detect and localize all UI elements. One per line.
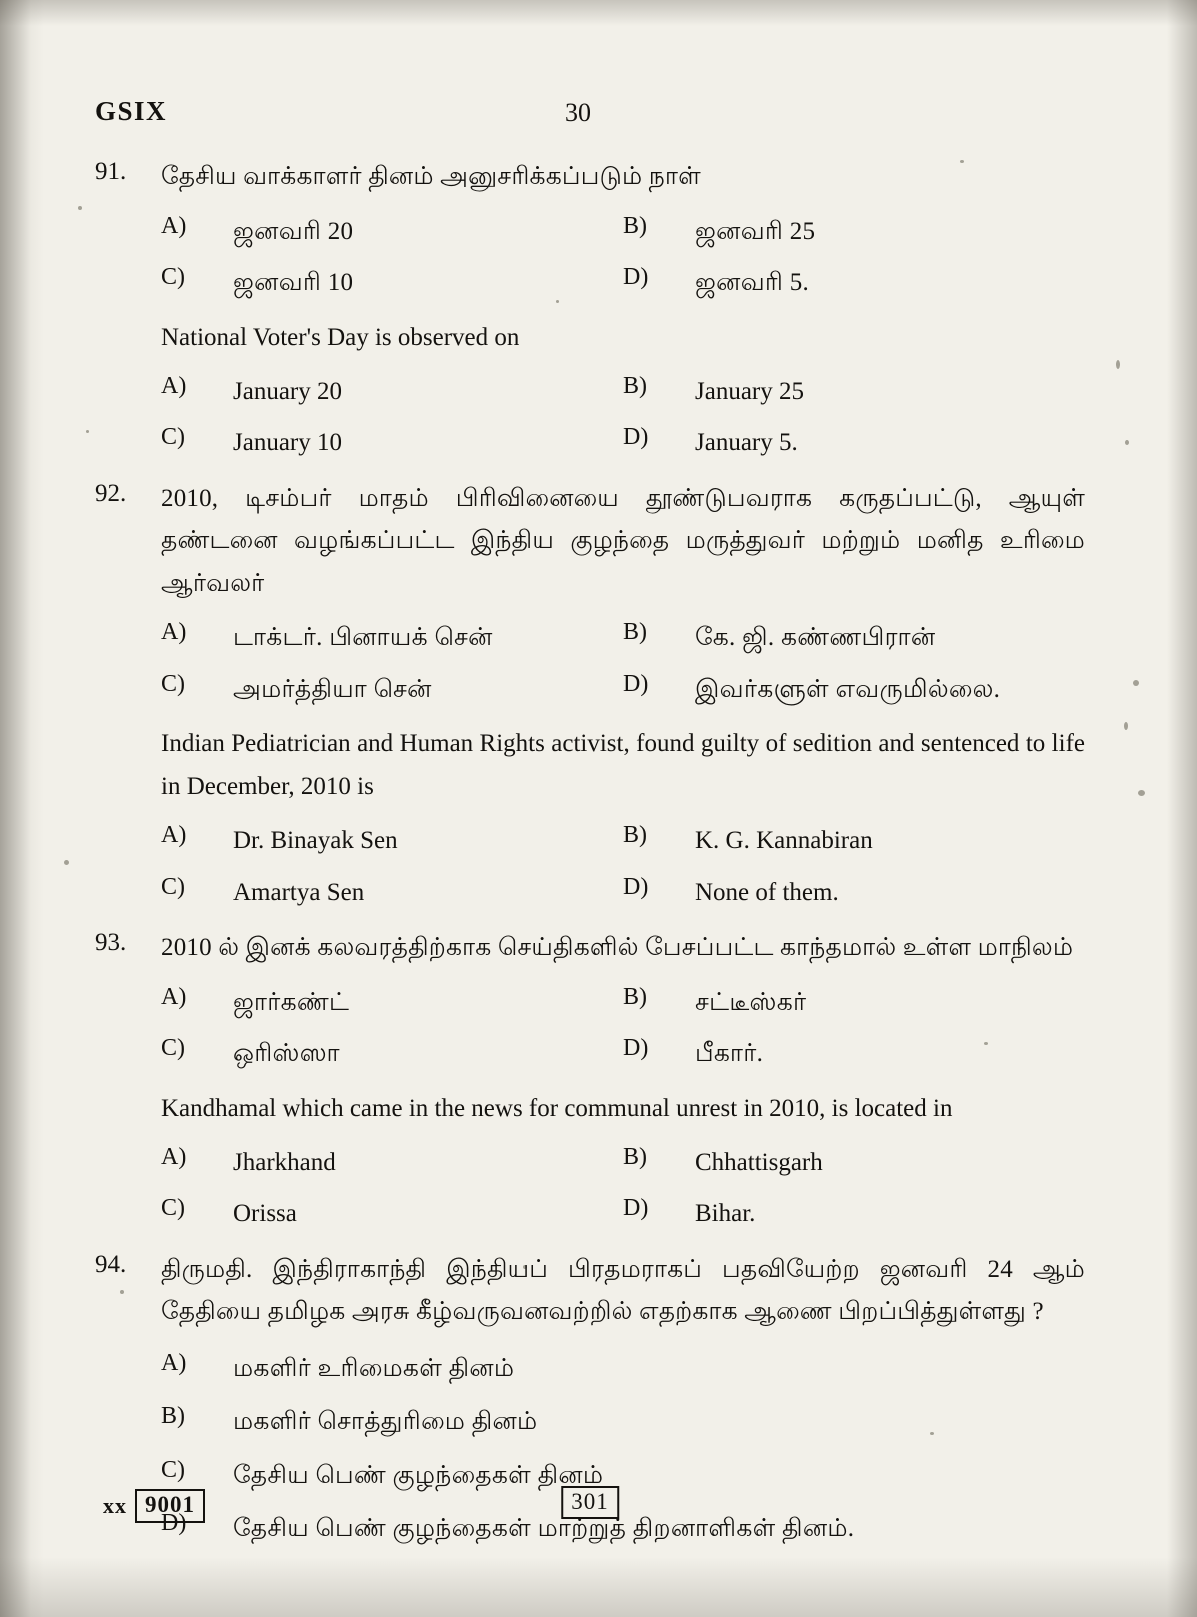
option-letter: B) xyxy=(161,1403,185,1429)
option-letter: D) xyxy=(161,1510,187,1536)
question-stem-tamil: 2010, டிசம்பர் மாதம் பிரிவினையை தூண்டுபவராக கருதப்பட்டு, ஆயுள் தண்டனை வழங்கப்பட்ட இந்திய குழந்தை மருத்துவர் மற்றும் மனித உரிமை ஆர்வலர் xyxy=(161,484,1085,597)
option-letter: D) xyxy=(623,670,649,697)
option-text: சட்டீஸ்கர் xyxy=(695,988,807,1016)
option-letter: B) xyxy=(623,1143,647,1170)
option-text: மகளிர் உரிமைகள் தினம் xyxy=(233,1354,515,1382)
option-text: ஜார்கண்ட் xyxy=(233,988,350,1016)
option-d[interactable] xyxy=(623,671,1085,709)
question-number: 93. xyxy=(95,929,127,956)
question-number: 92. xyxy=(95,479,127,507)
option-letter: B) xyxy=(623,212,647,239)
options-tamil xyxy=(161,213,1085,302)
option-letter: C) xyxy=(161,1456,185,1483)
option-b[interactable] xyxy=(161,1403,1085,1441)
options-tamil xyxy=(161,984,1085,1073)
question-stem-tamil: திருமதி. இந்திராகாந்தி இந்தியப் பிரதமராகப் பதவியேற்ற ஜனவரி 24 ஆம் தேதியை தமிழக அரசு கீழ்வருவனவற்றில் எதற்காக ஆணை பிறப்பித்துள்ளது ? xyxy=(161,1255,1085,1325)
option-d[interactable] xyxy=(623,264,1085,302)
option-text: Bihar. xyxy=(695,1200,756,1227)
page-number-top: 30 xyxy=(565,98,591,127)
option-b[interactable] xyxy=(623,1144,1085,1182)
option-text: January 5. xyxy=(695,429,798,456)
footer-form-code: 9001 xyxy=(135,1489,205,1523)
option-letter: C) xyxy=(161,670,185,697)
option-text: January 20 xyxy=(233,377,342,405)
scan-edge-shadow-right xyxy=(1167,0,1197,1617)
option-b[interactable] xyxy=(623,984,1085,1022)
option-text: January 25 xyxy=(695,377,804,405)
option-c[interactable] xyxy=(161,264,623,302)
option-text: தேசிய பெண் குழந்தைகள் தினம் xyxy=(233,1461,604,1489)
option-a[interactable] xyxy=(161,822,623,860)
option-text: பீகார். xyxy=(695,1040,764,1067)
option-letter: D) xyxy=(623,1195,649,1221)
option-text: Jharkhand xyxy=(233,1148,336,1176)
footer-left xyxy=(103,1489,205,1523)
option-letter: C) xyxy=(161,424,185,450)
option-letter: A) xyxy=(161,212,187,239)
option-letter: D) xyxy=(623,873,649,900)
option-a[interactable] xyxy=(161,984,623,1022)
option-letter: C) xyxy=(161,264,185,290)
question-stem-english: National Voter's Day is observed on xyxy=(161,323,520,351)
question-block-91 xyxy=(95,156,1085,462)
option-text: ஜனவரி 20 xyxy=(233,217,354,245)
option-letter: A) xyxy=(161,822,187,848)
option-text: Dr. Binayak Sen xyxy=(233,827,398,854)
options-english xyxy=(161,1144,1085,1233)
question-stem-english: Indian Pediatrician and Human Rights activist, found guilty of sedition and sentenced to life in December, 2010 is xyxy=(161,730,1085,800)
question-block-92 xyxy=(95,478,1085,912)
option-letter: B) xyxy=(623,372,647,399)
option-letter: B) xyxy=(623,619,647,645)
question-stem-english: Kandhamal which came in the news for communal unrest in 2010, is located in xyxy=(161,1094,953,1122)
option-letter: A) xyxy=(161,1349,187,1376)
footer-page-code: 301 xyxy=(561,1486,619,1519)
option-letter: C) xyxy=(161,1195,185,1221)
question-stem-tamil: தேசிய வாக்காளர் தினம் அனுசரிக்கப்படும் நாள் xyxy=(161,163,701,190)
option-text: தேசிய பெண் குழந்தைகள் மாற்றுத் திறனாளிகள் தினம். xyxy=(233,1515,855,1542)
option-a[interactable] xyxy=(161,619,623,657)
question-number: 94. xyxy=(95,1250,127,1278)
option-text: டாக்டர். பினாயக் சென் xyxy=(233,624,493,651)
option-b[interactable] xyxy=(623,822,1085,860)
question-number: 91. xyxy=(95,158,127,185)
option-text: இவர்களுள் எவருமில்லை. xyxy=(695,675,1001,703)
option-a[interactable] xyxy=(161,373,623,411)
option-letter: C) xyxy=(161,1035,185,1061)
option-text: January 10 xyxy=(233,429,342,456)
options-english xyxy=(161,822,1085,911)
question-stem-tamil: 2010 ல் இனக் கலவரத்திற்காக செய்திகளில் பேசப்பட்ட காந்தமால் உள்ள மாநிலம் xyxy=(161,934,1074,961)
option-b[interactable] xyxy=(623,619,1085,657)
option-d[interactable] xyxy=(623,424,1085,462)
option-text: ஜனவரி 5. xyxy=(695,269,810,296)
options-tamil xyxy=(161,619,1085,708)
option-letter: D) xyxy=(623,264,649,290)
option-text: ஜனவரி 10 xyxy=(233,269,354,296)
option-c[interactable] xyxy=(161,1195,623,1233)
option-b[interactable] xyxy=(623,213,1085,251)
option-a[interactable] xyxy=(161,1350,1085,1388)
scan-edge-shadow-top xyxy=(0,0,1197,26)
option-d[interactable] xyxy=(623,874,1085,912)
option-letter: C) xyxy=(161,873,185,900)
option-c[interactable] xyxy=(161,874,623,912)
option-text: Orissa xyxy=(233,1200,297,1227)
option-c[interactable] xyxy=(161,1035,623,1073)
subject-code: GSIX xyxy=(95,96,168,126)
page-content xyxy=(95,96,1085,1548)
option-d[interactable] xyxy=(623,1195,1085,1233)
option-text: Chhattisgarh xyxy=(695,1148,823,1176)
option-text: அமர்த்தியா சென் xyxy=(233,675,432,703)
option-text: Amartya Sen xyxy=(233,878,365,906)
option-letter: A) xyxy=(161,619,187,645)
footer-center xyxy=(561,1489,619,1515)
option-letter: D) xyxy=(623,1035,649,1061)
scan-edge-shadow-bottom xyxy=(0,1557,1197,1617)
option-text: ஜனவரி 25 xyxy=(695,217,816,245)
option-a[interactable] xyxy=(161,1144,623,1182)
option-letter: B) xyxy=(623,822,647,848)
option-text: ஒரிஸ்ஸா xyxy=(233,1040,340,1067)
option-letter: B) xyxy=(623,983,647,1010)
option-b[interactable] xyxy=(623,373,1085,411)
option-letter: A) xyxy=(161,983,187,1010)
option-a[interactable] xyxy=(161,213,623,251)
question-block-93 xyxy=(95,927,1085,1233)
option-c[interactable] xyxy=(161,424,623,462)
option-letter: A) xyxy=(161,372,187,399)
options-english xyxy=(161,373,1085,462)
option-d[interactable] xyxy=(623,1035,1085,1073)
scan-edge-shadow-left xyxy=(0,0,44,1617)
option-text: K. G. Kannabiran xyxy=(695,827,873,854)
option-letter: A) xyxy=(161,1143,187,1170)
option-c[interactable] xyxy=(161,671,623,709)
option-letter: D) xyxy=(623,424,649,450)
option-text: மகளிர் சொத்துரிமை தினம் xyxy=(233,1408,538,1435)
option-text: கே. ஜி. கண்ணபிரான் xyxy=(695,624,936,651)
page-header xyxy=(95,96,1085,140)
page-footer xyxy=(95,1489,1085,1529)
option-text: None of them. xyxy=(695,878,839,906)
footer-xx-mark: xx xyxy=(103,1493,127,1518)
